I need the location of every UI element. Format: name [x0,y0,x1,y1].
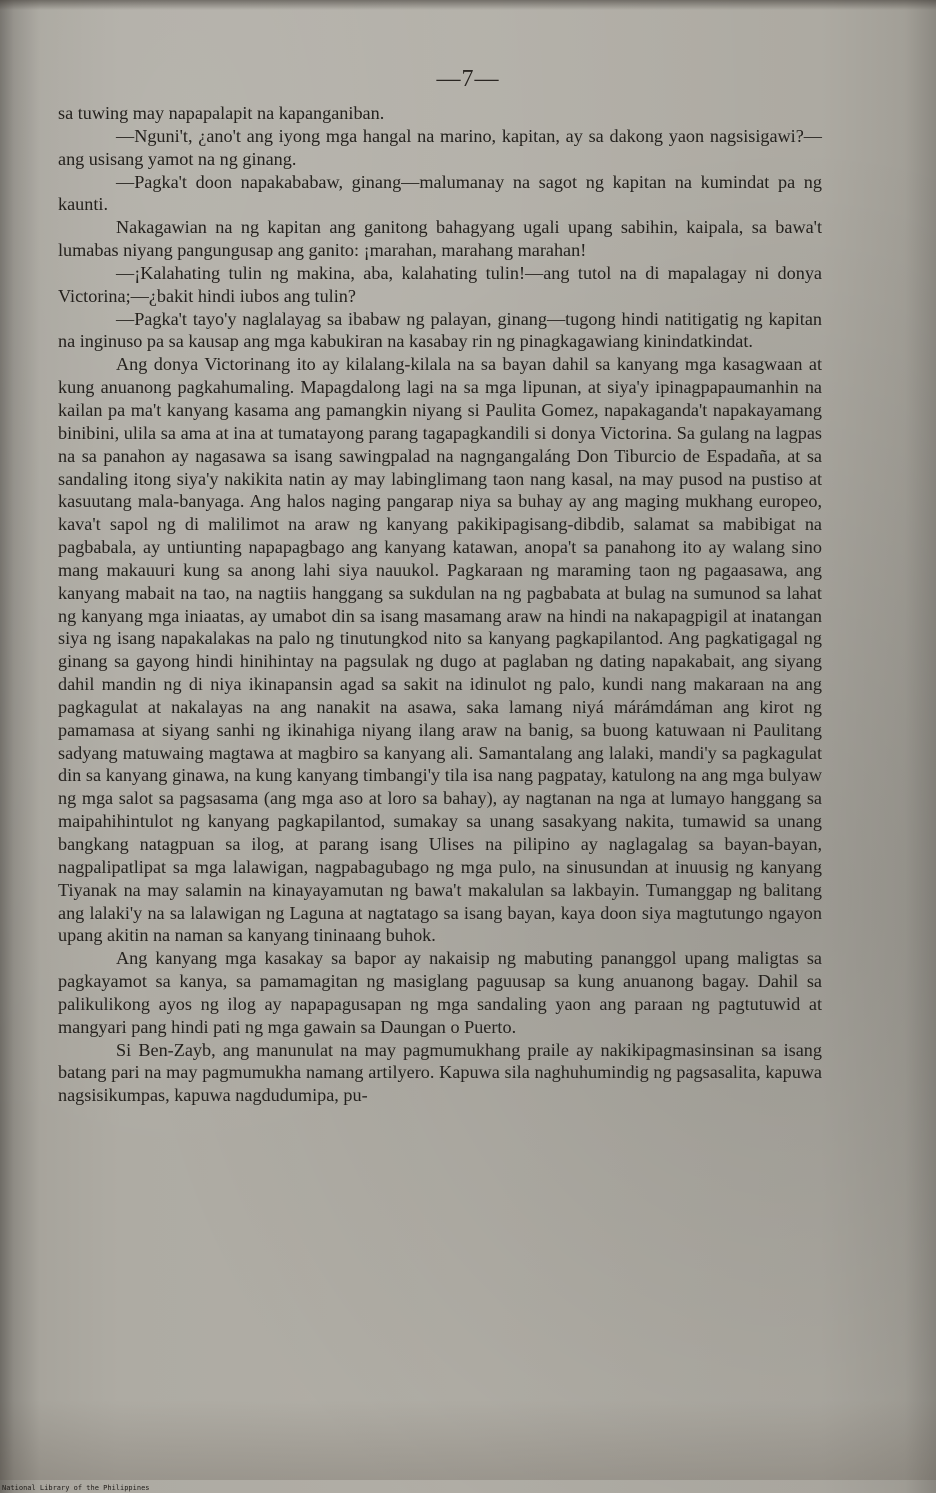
paragraph-continuation: sa tuwing may napapalapit na kapanganiban. [58,103,385,123]
body-text [58,102,822,1107]
page-top-shadow [0,0,936,10]
paragraph-ben-zayb: Si Ben-Zayb, ang manunulat na may pagmumukhang praile ay nakikipagmasinsinan sa isang batang pari na may pagmumukha namang artilyero. Kapuwa sila naghuhumindig ng pagsasalita, kapuwa nagsisikumpas, kapuwa nagdudumipa, pu- [58,1039,822,1106]
paragraph-passengers: Ang kanyang mga kasakay sa bapor ay nakaisip ng mabuting pananggol upang maligtas sa pagkayamot sa kanya, sa pamamagitan ng masiglang paguusap sa kung anuanong bagay. Dahil sa palikulikong ayos ng ilog ay napapagusapan ng mga sandaling yaon ang paraan ng pagtutuwid at mangyari pang hindi pati ng mga gawain sa Daungan o Puerto. [58,948,822,1037]
paragraph-dialogue-3: —¡Kalahating tulin ng makina, aba, kalahating tulin!—ang tutol na di mapalagay ni donya Victorina;—¿bakit hindi iubos ang tulin? [58,262,822,306]
page-number: —7— [436,66,500,92]
paragraph-dialogue-2: —Pagka't doon napakababaw, ginang—malumanay na sagot ng kapitan na kumindat pa ng kaunti. [58,171,822,215]
paragraph-captain-habit: Nakagawian na ng kapitan ang ganitong bahagyang ugali upang sabihin, kaipala, sa bawa't lumabas niyang pangungusap ang ganito: ¡marahan, marahang marahan! [58,217,822,261]
library-credit: National Library of the Philippines [2,1484,150,1492]
paragraph-dialogue-1: —Nguni't, ¿ano't ang iyong mga hangal na marino, kapitan, ay sa dakong yaon nagsisigawi?—ang usisang yamot na ng ginang. [58,125,822,169]
paragraph-donya-victorina: Ang donya Victorinang ito ay kilalang-kilala na sa bayan dahil sa kanyang mga kasagwaan at kung anuanong pagkahumaling. Mapagdalong lagi na sa mga lipunan, at siya'y ipinagpapaumanhin na kailan pa ma't kanyang kasama ang pamangkin niyang si Paulita Gomez, napakaganda't napakayamang binibini, ulila sa ama at ina at tumatayong parang tagapagkandili si donya Victorina. Sa gulang na lagpas na sa panahon ay nagasawa sa isang sawingpalad na nagngangaláng Don Tiburcio de Espadaña, at sa sandaling itong siya'y nakikita natin ay may labinglimang taon nang kasal, na may pusod na pustiso at kasuutang mala-banyaga. Ang halos naging pangarap niya sa buhay ay ang maging mukhang europeo, kava't sapol ng di malilimot na araw ng kanyang pakikipagisang-dibdib, salamat sa mabibigat na pagbabala, ay untiunting napapagbago ang kanyang katawan, anopa't sa panahong ito ay walang sino mang makauuri kung sa anong lahi siya nauukol. Pagkaraan ng maraming taon ng pagaasawa, ang kanyang mabait na tao, na nagtiis hanggang sa sukdulan na ng pagbabata at bulag na sumunod sa lahat ng kanyang mga iniaatas, ay umabot din sa isang masamang araw na hindi na nakapagpigil at inatangan siya ng isang napakalakas na palo ng tinutungkod nito sa kanyang pagkapilantod. Ang pagkatigagal ng ginang sa gayong hindi hinihintay na pagsulak ng dugo at paglaban ng dating napakabait, ang siyang dahil mandin ng di niya ikinapansin agad sa sakit na idinulot ng palo, kundi nang makaraan na ang pagkagulat at nakalayas na ang nanakit na asawa, saka lamang niyá márámdáman ang kirot ng pamamasa at siyang sanhi ng ikinahiga niyang ilang araw na banig, sa buong katuwaan ni Paulitang sadyang matuwaing magtawa at magbiro sa kanyang ali. Samantalang ang lalaki, mandi'y sa pagkagulat din sa kanyang ginawa, na kung kanyang timbangi'y tila isa nang pagpatay, katulong na ang mga bulyaw ng mga salot sa pagsasama (ang mga aso at loro sa bahay), ay nagtanan na nga at lumayo hanggang sa maipahihintulot ng kanyang pagkapilantod, sumakay sa unang sasakyang nakita, tumawid sa unang bangkang natagpuan sa ilog, at parang isang Ulises na pilipino ay naglagalag sa bayan-bayan, nagpalipatlipat sa mga lalawigan, nagpabagubago ng mga pulo, na sinusundan at inuusig ng kanyang Tiyanak na may salamin na kinayayamutan ng bawa't makalulan sa lakbayin. Tumanggap ng balitang ang lalaki'y na sa lalawigan ng Laguna at nagtatago sa isang bayan, kaya doon siya magtutungo ngayon upang akitin na naman sa kanyang tininaang buhok. [58,354,822,946]
page-bottom-stain [0,1400,936,1480]
paragraph-dialogue-4: —Pagka't tayo'y naglalayag sa ibabaw ng palayan, ginang—tugong hindi natitigatig ng kapitan na inginuso pa sa kausap ang mga kabukiran na kasabay rin ng pinagkagawiang kinindatkindat. [58,308,822,352]
